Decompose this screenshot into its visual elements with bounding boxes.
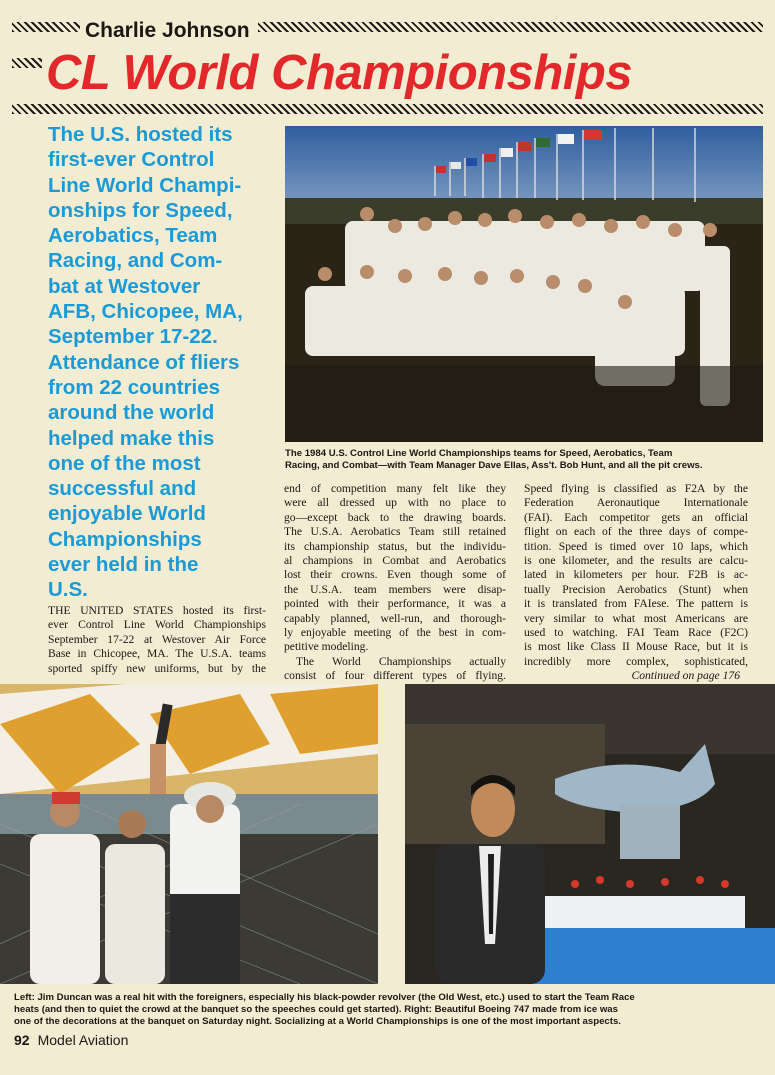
text-line: sported spiffy new uniforms, but by the — [48, 661, 266, 675]
text-line: Base in Chicopee, MA. The U.S.A. teams — [48, 647, 266, 661]
bottom-photo-caption — [14, 992, 769, 1028]
author-byline: Charlie Johnson — [82, 18, 253, 44]
text-line: is most like Class II Mouse Race, but it is — [524, 640, 748, 654]
text-line: flight on each of the three days of compe- — [524, 525, 748, 539]
text-line: September 17-22 at Westover Air Force — [48, 632, 266, 646]
body-column-1 — [48, 604, 266, 676]
caption-line: The 1984 U.S. Control Line World Championships teams for Speed, Aerobatics, Team — [285, 448, 673, 459]
text-line: ever Control Line World Championships — [48, 618, 266, 632]
text-line: its championship status, but the individu- — [284, 539, 506, 553]
text-line: tition. Speed is timed over 10 laps, which — [524, 539, 748, 553]
title-hatch-left — [12, 58, 42, 68]
text-line: pointed with their performance, it was a — [284, 597, 506, 611]
deck-line: Championships — [48, 527, 202, 551]
deck-line: Line World Champi- — [48, 173, 242, 197]
text-line: were all dressed up with no place to — [284, 496, 506, 510]
text-line: very similar to what most Americans are — [524, 611, 748, 625]
bottom-hatch — [12, 104, 763, 114]
text-line: THE UNITED STATES hosted its first- — [48, 604, 266, 617]
page-title: CL World Championships — [46, 46, 633, 100]
text-line: The World Championships actually — [296, 654, 506, 668]
page-footer — [14, 1030, 128, 1050]
deck-line: AFB, Chicopee, MA, — [48, 300, 243, 324]
deck-line: bat at Westover — [48, 274, 201, 298]
caption-line: Racing, and Combat—with Team Manager Dave Ellas, Ass't. Bob Hunt, and all the pit crews. — [285, 460, 703, 471]
ice-sculpture-photo — [405, 684, 775, 984]
deck-line: around the world — [48, 401, 215, 425]
text-line: lost their crowns. Even though some of — [284, 568, 506, 582]
text-line: used to watching. FAI Team Race (F2C) — [524, 626, 748, 640]
deck-line: one of the most — [48, 451, 201, 475]
text-line: capably planned, well-run, and thorough- — [284, 611, 506, 625]
deck-line: successful and — [48, 477, 197, 501]
body-column-2 — [284, 482, 506, 684]
text-line: end of competition many felt like they — [284, 482, 506, 495]
caption-line: Left: Jim Duncan was a real hit with the foreigners, especially his black-powder revolver (the Old West, etc.) used to start the Team Race — [14, 992, 635, 1003]
continued-note: Continued on page 176 — [631, 669, 740, 683]
magazine-name: Model Aviation — [37, 1032, 129, 1048]
deck-intro — [48, 122, 278, 603]
text-line: ly enjoyable meeting of the best in com- — [284, 626, 506, 640]
text-line: (FAI). Each competitor gets an official — [524, 510, 748, 524]
deck-line: first-ever Control — [48, 148, 215, 172]
deck-line: Aerobatics, Team — [48, 224, 218, 248]
deck-line: Attendance of fliers — [48, 350, 240, 374]
body-column-3 — [524, 482, 748, 684]
top-photo-caption — [285, 448, 763, 472]
deck-line: from 22 countries — [48, 375, 221, 399]
team-group-photo — [285, 126, 763, 442]
text-line: tually Precision Aerobatics (Stunt) when — [524, 582, 748, 596]
text-line: lated in kilometers per hour. F2B is ac- — [524, 568, 748, 582]
revolver-starter-photo — [0, 684, 378, 984]
caption-line: one of the decorations at the banquet on Saturday night. Socializing at a World Championships is one of the most important aspects. — [14, 1016, 621, 1027]
deck-line: U.S. — [48, 578, 88, 602]
text-line: Speed flying is classified as F2A by the — [524, 482, 748, 495]
deck-line: Racing, and Com- — [48, 249, 223, 273]
top-hatch-right — [258, 22, 763, 32]
text-line: consist of four different types of flying. — [284, 669, 506, 683]
deck-line: The U.S. hosted its — [48, 123, 233, 146]
text-line: The U.S.A. Aerobatics Team still retained — [284, 525, 506, 539]
deck-line: helped make this — [48, 426, 215, 450]
caption-line: heats (and then to quiet the crowd at the banquet so the speeches could get started). Right: Beautiful Boeing 747 made from ice was — [14, 1004, 618, 1015]
top-hatch-left — [12, 22, 80, 32]
page-number: 92 — [14, 1032, 30, 1048]
text-line: Federation Aeronautique Internationale — [524, 496, 748, 510]
text-line: it is translated from FAIese. The pattern is — [524, 597, 748, 611]
text-line: petitive modeling. — [284, 640, 369, 654]
text-line: al champions in Combat and Aerobatics — [284, 554, 506, 568]
text-line: go—except back to the drawing boards. — [284, 510, 506, 524]
deck-line: ever held in the — [48, 553, 199, 577]
deck-line: onships for Speed, — [48, 198, 233, 222]
text-line: the U.S.A. team members were disap- — [284, 582, 506, 596]
text-line: incredibly more complex, sophisticated, — [524, 654, 748, 668]
deck-line: enjoyable World — [48, 502, 206, 526]
deck-line: September 17-22. — [48, 325, 218, 349]
text-line: is one kilometer, and the results are calcu- — [524, 554, 748, 568]
